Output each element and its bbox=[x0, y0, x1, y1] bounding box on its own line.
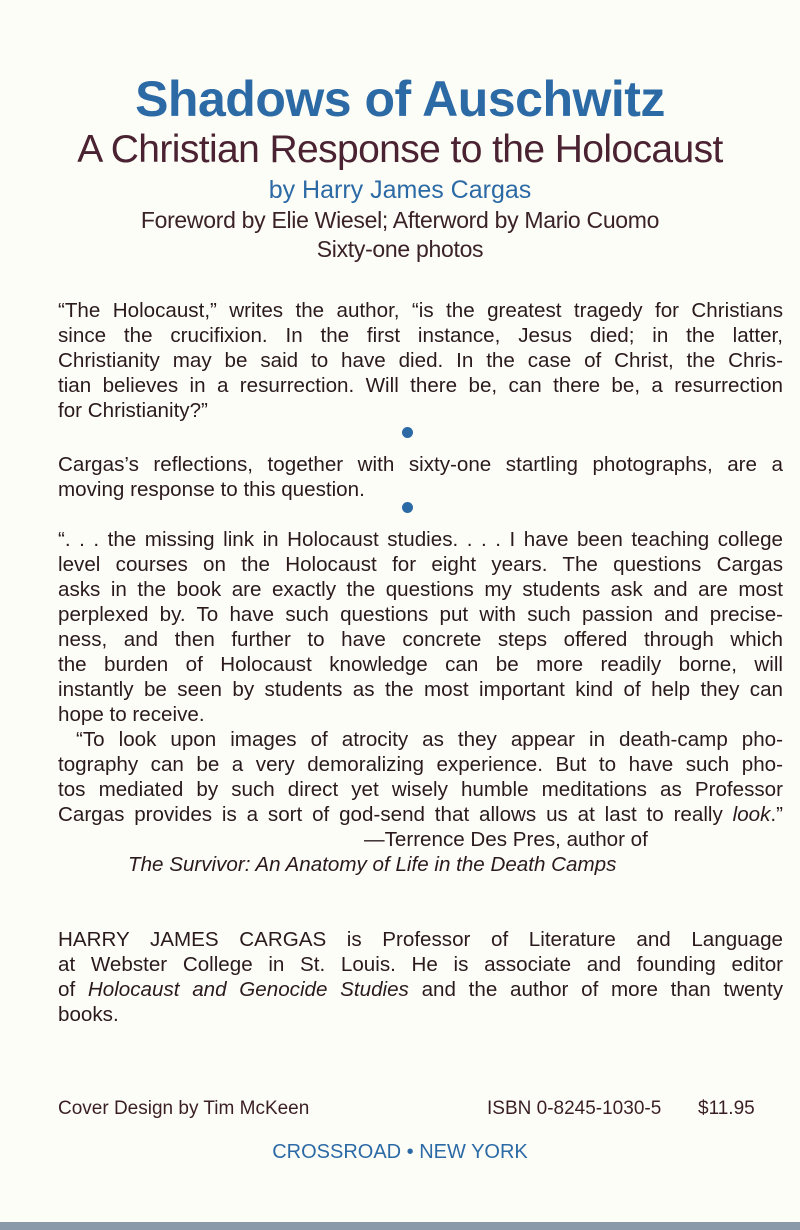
text-line bbox=[58, 373, 783, 398]
text-segment: “. . . the missing link in Holocaust studies. . . . I have been teaching college bbox=[58, 528, 783, 551]
text-segment: perplexed by. To have such questions put with such passion and precise- bbox=[58, 603, 783, 626]
text-segment: ness, and then further to have concrete steps offered through which bbox=[58, 628, 783, 651]
text-line bbox=[58, 752, 783, 777]
foreword-credit: Foreword by Elie Wiesel; Afterword by Mario Cuomo bbox=[140, 207, 660, 233]
text-segment: for Christianity?” bbox=[58, 399, 208, 422]
text-segment: the burden of Holocaust knowledge can be more readily borne, will bbox=[58, 653, 783, 676]
price: $11.95 bbox=[698, 1098, 755, 1119]
text-segment: level courses on the Holocaust for eight years. The questions Cargas bbox=[58, 553, 783, 576]
italic-text: Holocaust and Genocide Studies bbox=[87, 978, 409, 1001]
text-segment: asks in the book are exactly the questions my students ask and are most bbox=[58, 578, 783, 601]
text-segment: Cargas’s reflections, together with sixty-one startling photographs, are a bbox=[58, 453, 783, 476]
text-segment: instantly be seen by students as the most important kind of help they can bbox=[58, 678, 783, 701]
text-line bbox=[58, 527, 783, 552]
text-segment: since the crucifixion. In the first instance, Jesus died; in the latter, bbox=[58, 324, 783, 347]
text-line bbox=[58, 727, 783, 752]
text-line bbox=[58, 852, 783, 877]
text-line bbox=[58, 777, 783, 802]
text-segment: books. bbox=[58, 1003, 119, 1026]
text-segment: Christianity may be said to have died. In the case of Christ, the Chris- bbox=[58, 349, 783, 372]
text-segment: and the author of more than twenty bbox=[408, 978, 783, 1001]
text-line bbox=[58, 702, 783, 727]
bullet-divider-icon bbox=[402, 427, 413, 438]
text-line bbox=[58, 398, 783, 423]
text-segment: —Terrence Des Pres, author of bbox=[364, 828, 648, 851]
text-segment: Cargas provides is a sort of god-send that allows us at last to really bbox=[58, 803, 733, 826]
text-line bbox=[58, 602, 783, 627]
author-byline: by Harry James Cargas bbox=[268, 176, 532, 204]
text-line bbox=[58, 977, 783, 1002]
photo-count: Sixty-one photos bbox=[316, 236, 484, 262]
text-line bbox=[58, 652, 783, 677]
text-line bbox=[58, 802, 783, 827]
text-segment: moving response to this question. bbox=[58, 478, 365, 501]
text-segment: of bbox=[58, 978, 88, 1001]
text-line bbox=[58, 452, 783, 477]
isbn: ISBN 0-8245-1030-5 bbox=[487, 1098, 662, 1119]
text-segment: at Webster College in St. Louis. He is associate and founding editor bbox=[58, 953, 783, 976]
text-line bbox=[58, 552, 783, 577]
italic-text: look bbox=[732, 803, 771, 826]
text-line bbox=[58, 952, 783, 977]
text-segment: hope to receive. bbox=[58, 703, 205, 726]
text-line bbox=[58, 323, 783, 348]
text-line bbox=[58, 348, 783, 373]
cover-design-credit: Cover Design by Tim McKeen bbox=[58, 1098, 310, 1119]
review-paragraph bbox=[58, 527, 783, 877]
text-line bbox=[58, 577, 783, 602]
description-paragraph bbox=[58, 452, 783, 502]
book-subtitle: A Christian Response to the Holocaust bbox=[77, 128, 723, 171]
text-segment: tography can be a very demoralizing experience. But to have such pho- bbox=[58, 753, 783, 776]
text-line bbox=[58, 827, 783, 852]
text-line bbox=[58, 477, 783, 502]
book-title: Shadows of Auschwitz bbox=[135, 71, 665, 127]
text-segment: .” bbox=[770, 803, 783, 826]
quote-paragraph bbox=[58, 298, 783, 423]
text-segment: tos mediated by such direct yet wisely humble meditations as Professor bbox=[58, 778, 783, 801]
text-line bbox=[58, 677, 783, 702]
publisher: CROSSROAD • NEW YORK bbox=[272, 1141, 528, 1163]
text-segment: “To look upon images of atrocity as they appear in death-camp pho- bbox=[76, 728, 783, 751]
text-segment: “The Holocaust,” writes the author, “is the greatest tragedy for Christians bbox=[58, 299, 783, 322]
text-segment: tian believes in a resurrection. Will there be, can there be, a resurrection bbox=[58, 374, 783, 397]
text-line bbox=[58, 1002, 783, 1027]
text-segment: HARRY JAMES CARGAS is Professor of Literature and Language bbox=[58, 928, 783, 951]
bullet-divider-icon bbox=[402, 502, 413, 513]
author-bio-paragraph bbox=[58, 927, 783, 1027]
italic-text: The Survivor: An Anatomy of Life in the Death Camps bbox=[128, 853, 617, 876]
text-line bbox=[58, 927, 783, 952]
page-edge bbox=[0, 1222, 800, 1230]
text-line bbox=[58, 298, 783, 323]
text-line bbox=[58, 627, 783, 652]
